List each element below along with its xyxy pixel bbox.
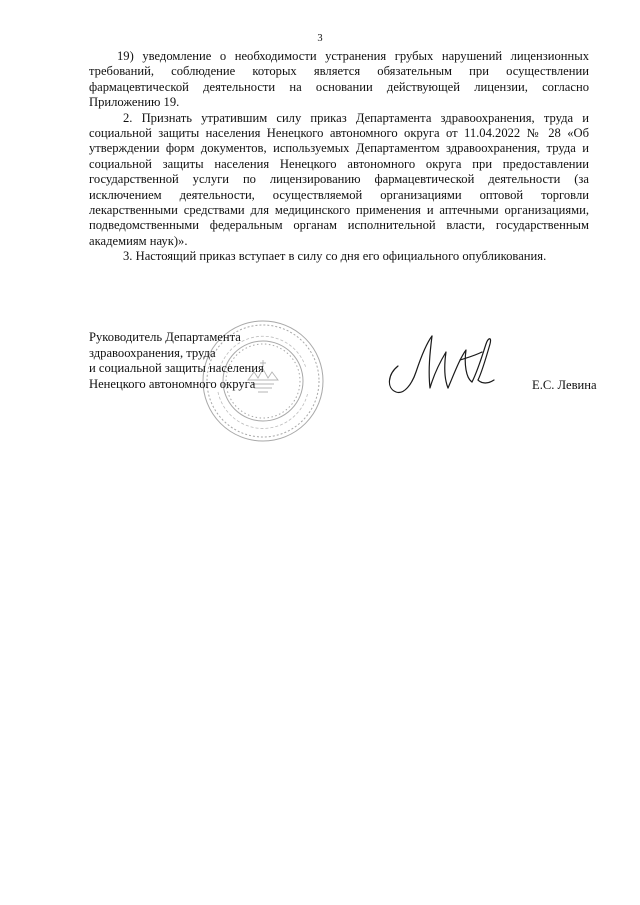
handwritten-signature-icon: [382, 322, 502, 402]
signer-position-line: здравоохранения, труда: [89, 345, 216, 360]
signer-name: Е.С. Левина: [532, 378, 597, 392]
paragraph-2: 2. Признать утратившим силу приказ Департамента здравоохранения, труда и социальной защиты населения Ненецкого автономного округа от 11.04.2022 № 28 «Об утверждении форм документов, используемых Департаментом здравоохранения, труда и социальной защиты населения Ненецкого автономного округа при предоставлении государственной услуги по лицензированию фармацевтической деятельности (за исключением деятельности, осуществляемой организациями оптовой торговли лекарственными средствами для медицинского применения и аптечными организациями, подведомственными федеральным органам исполнительной власти, государственным академиям наук)».: [89, 110, 589, 248]
document-body: [89, 49, 589, 265]
page-number: 3: [317, 33, 323, 44]
signer-position-line: Ненецкого автономного округа: [89, 376, 256, 391]
signer-position: [89, 330, 264, 392]
paragraph-3: 3. Настоящий приказ вступает в силу со дня его официального опубликования.: [123, 249, 547, 264]
paragraph-item-19: 19) уведомление о необходимости устранения грубых нарушений лицензионных требований, соблюдение которых является обязательным при осуществлении фармацевтической деятельности на основании действующей лицензии, согласно Приложению 19.: [89, 49, 589, 110]
signer-position-line: и социальной защиты населения: [89, 361, 264, 376]
signer-position-line: Руководитель Департамента: [89, 330, 241, 344]
